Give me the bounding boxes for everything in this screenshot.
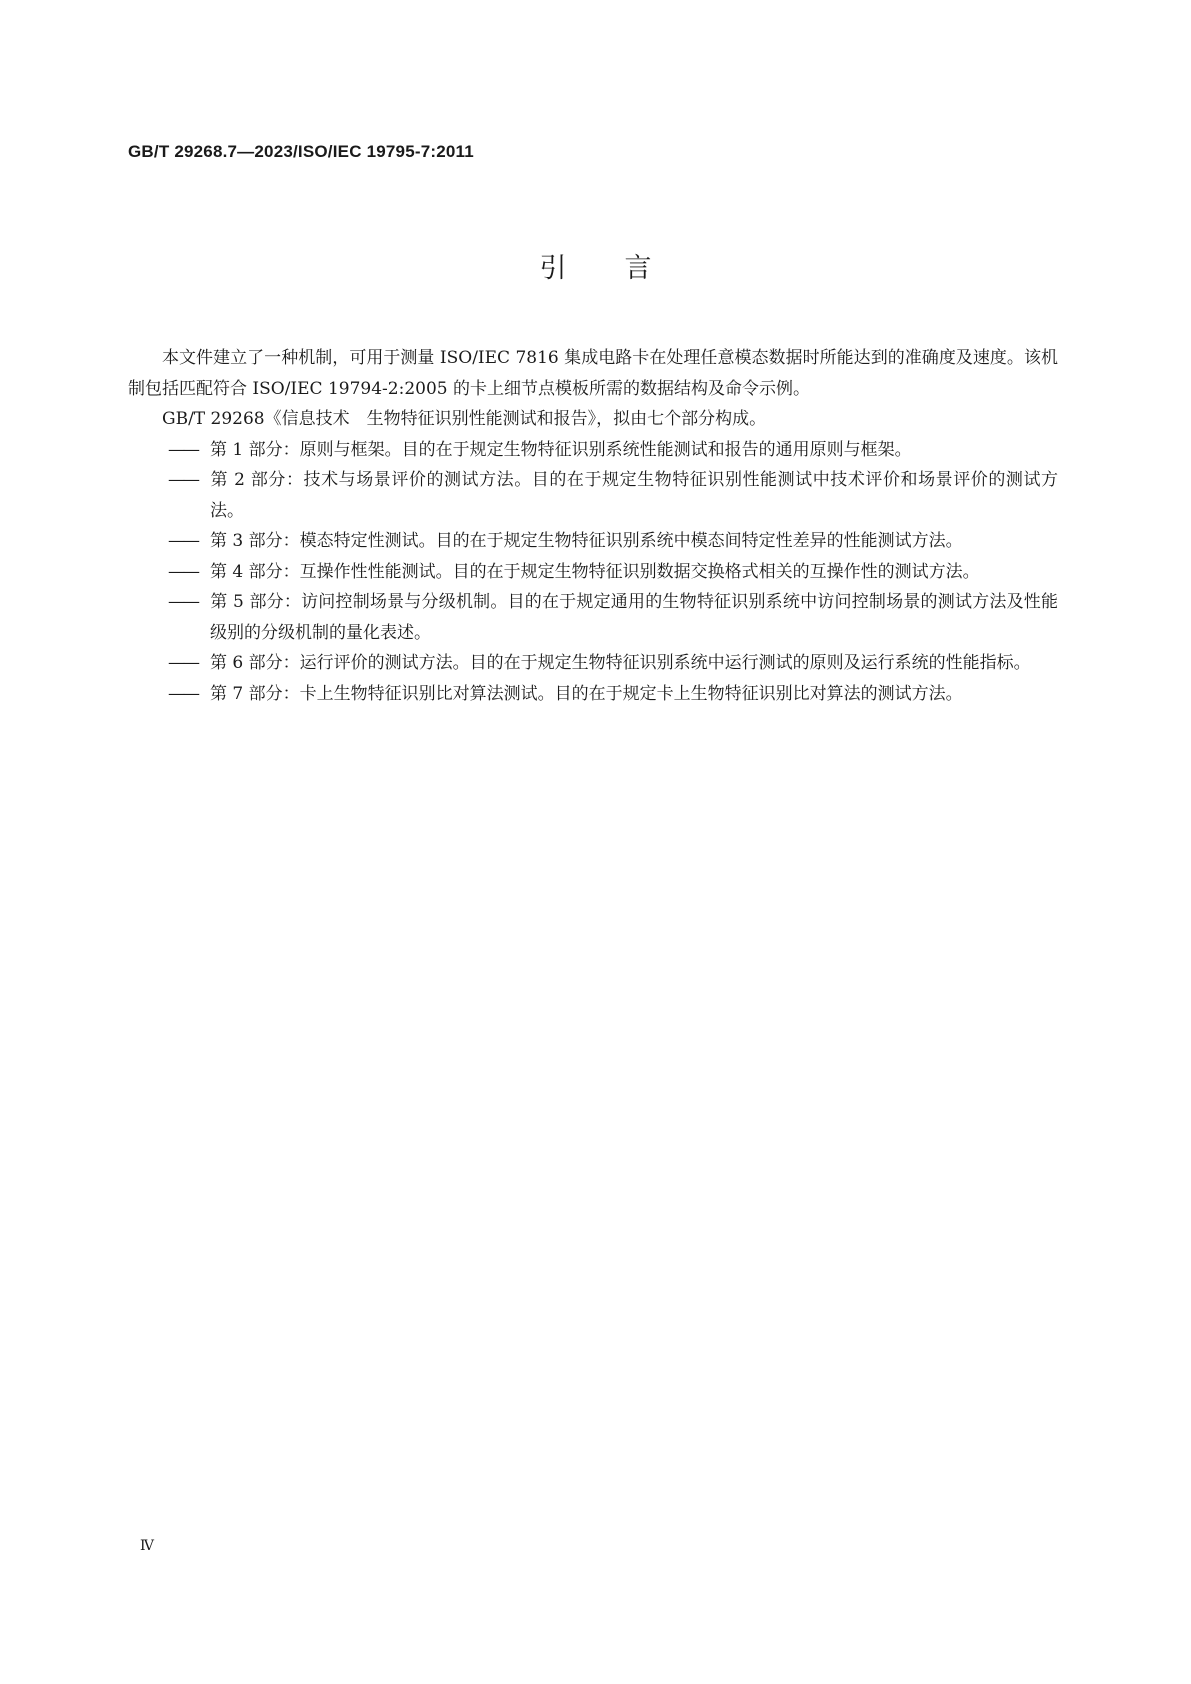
part-3-text: 第 3 部分：模态特定性测试。目的在于规定生物特征识别系统中模态间特定性差异的性能测试方法。 xyxy=(210,531,963,551)
page-number: Ⅳ xyxy=(140,1538,154,1554)
dash-mark: —— xyxy=(168,561,198,582)
dash-mark: —— xyxy=(168,683,198,704)
intro-paragraph: 本文件建立了一种机制，可用于测量 ISO/IEC 7816 集成电路卡在处理任意模态数据时所能达到的准确度及速度。该机制包括匹配符合 ISO/IEC 19794-2:2005 的卡上细节点模板所需的数据结构及命令示例。 xyxy=(128,348,1058,399)
part-1-text: 第 1 部分：原则与框架。目的在于规定生物特征识别系统性能测试和报告的通用原则与框架。 xyxy=(210,439,912,460)
list-item xyxy=(128,465,1058,526)
part-7-text: 第 7 部分：卡上生物特征识别比对算法测试。目的在于规定卡上生物特征识别比对算法的测试方法。 xyxy=(210,683,963,704)
list-item xyxy=(128,587,1058,648)
list-item xyxy=(128,648,1058,679)
body-text xyxy=(128,343,1058,709)
part-2-text: 第 2 部分：技术与场景评价的测试方法。目的在于规定生物特征识别性能测试中技术评价和场景评价的测试方法。 xyxy=(210,470,1058,521)
part-5-text: 第 5 部分：访问控制场景与分级机制。目的在于规定通用的生物特征识别系统中访问控制场景的测试方法及性能级别的分级机制的量化表述。 xyxy=(210,592,1058,643)
dash-mark: —— xyxy=(168,653,198,673)
parts-list xyxy=(128,435,1058,710)
dash-mark: —— xyxy=(168,470,198,490)
part-4-text: 第 4 部分：互操作性性能测试。目的在于规定生物特征识别数据交换格式相关的互操作性的测试方法。 xyxy=(210,561,980,582)
list-item xyxy=(128,679,1058,710)
list-item xyxy=(128,435,1058,466)
page-title: 引言 xyxy=(539,253,710,284)
dash-mark: —— xyxy=(168,531,198,551)
standard-number-header: GB/T 29268.7—2023/ISO/IEC 19795-7:2011 xyxy=(128,142,474,161)
part-6-text: 第 6 部分：运行评价的测试方法。目的在于规定生物特征识别系统中运行测试的原则及运行系统的性能指标。 xyxy=(210,653,1031,673)
list-item xyxy=(128,557,1058,588)
dash-mark: —— xyxy=(168,439,198,460)
series-paragraph: GB/T 29268《信息技术 生物特征识别性能测试和报告》，拟由七个部分构成。 xyxy=(162,409,767,429)
list-item xyxy=(128,526,1058,557)
dash-mark: —— xyxy=(168,592,198,612)
